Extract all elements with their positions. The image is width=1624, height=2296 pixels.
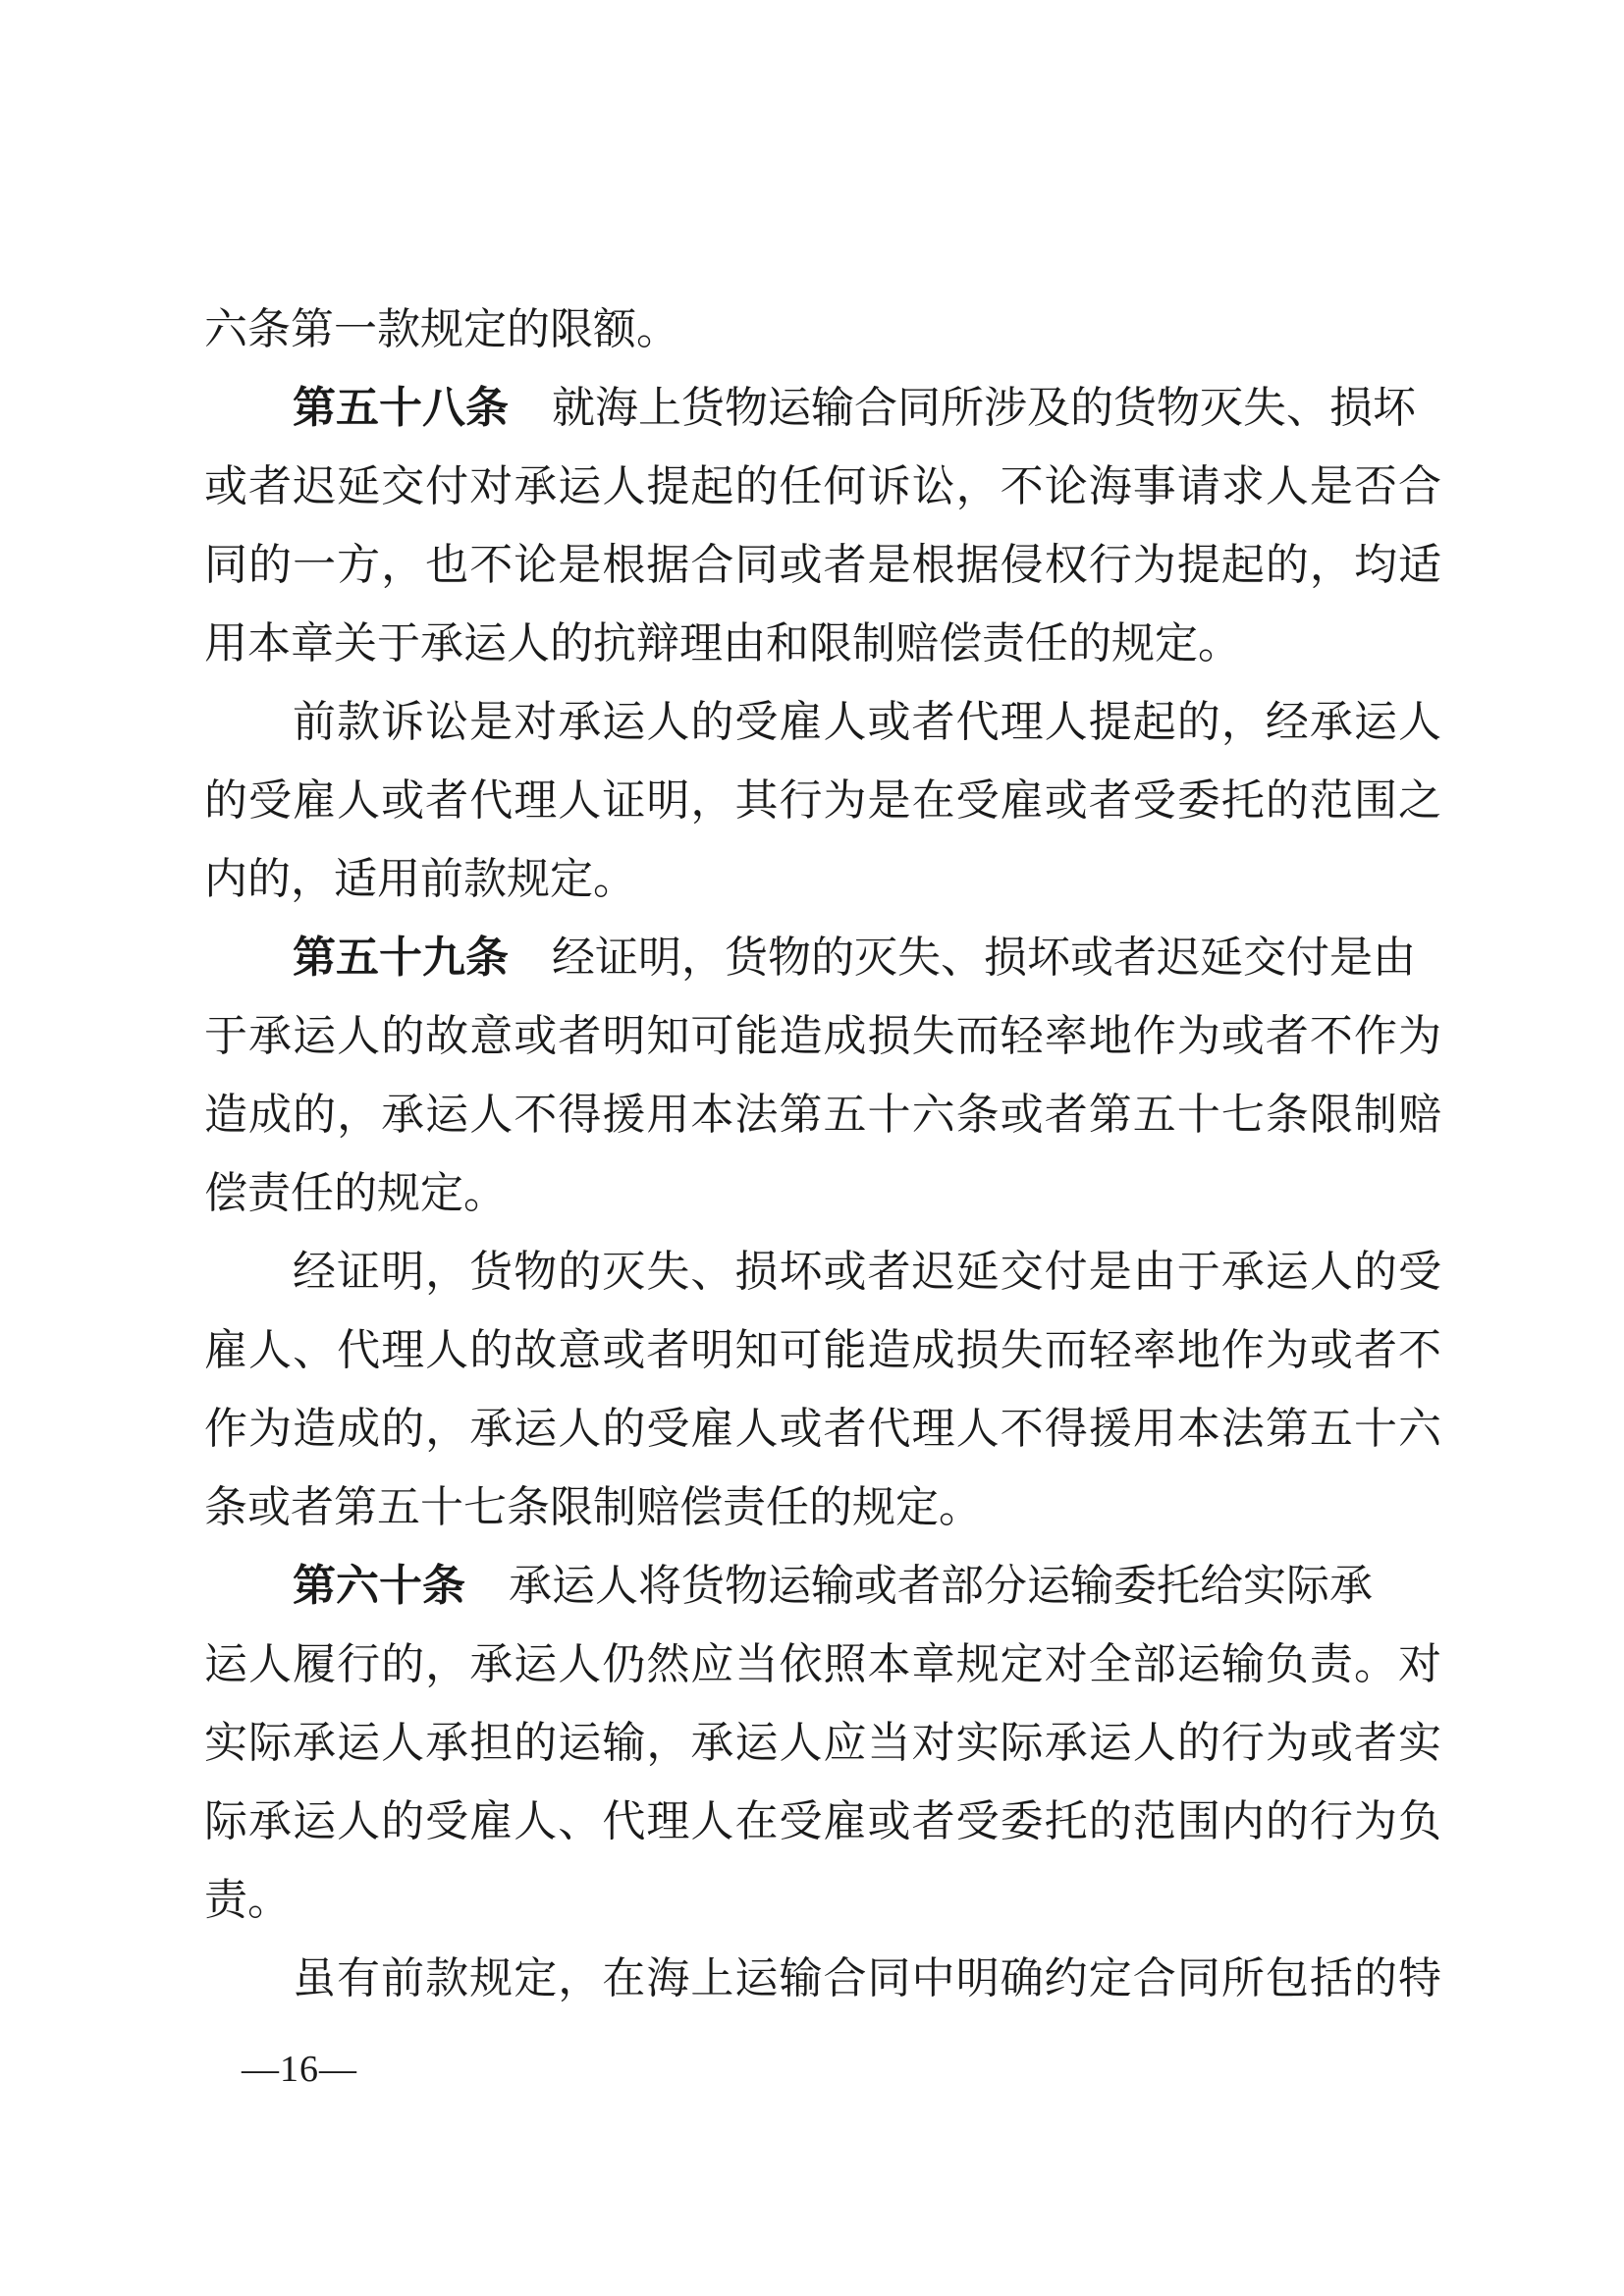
- text-line: [204, 1626, 1441, 1704]
- text-line: [204, 1390, 1441, 1468]
- text-line: [204, 762, 1441, 840]
- line-text: 用本章关于承运人的抗辩理由和限制赔偿责任的规定。: [204, 619, 1241, 667]
- line-text: 于承运人的故意或者明知可能造成损失而轻率地作为或者不作为: [204, 1012, 1441, 1060]
- line-text: 经证明，货物的灭失、损坏或者迟延交付是由: [509, 934, 1416, 982]
- line-text: 运人履行的，承运人仍然应当依照本章规定对全部运输负责。对: [204, 1640, 1441, 1688]
- text-line: [204, 1233, 1441, 1311]
- line-text: 雇人、代理人的故意或者明知可能造成损失而轻率地作为或者不: [204, 1326, 1441, 1374]
- line-text: 的受雇人或者代理人证明，其行为是在受雇或者受委托的范围之: [204, 776, 1441, 825]
- line-text: 经证明，货物的灭失、损坏或者迟延交付是由于承运人的受: [293, 1248, 1441, 1296]
- line-text: 责。: [204, 1876, 291, 1924]
- text-line: [204, 683, 1441, 762]
- article-number: 第六十条: [293, 1562, 465, 1610]
- line-text: 内的，适用前款规定。: [204, 855, 636, 903]
- text-line: [204, 291, 1441, 369]
- text-line: [204, 1704, 1441, 1783]
- text-line: [204, 1076, 1441, 1154]
- text-line: [204, 1154, 1441, 1233]
- line-text: 造成的，承运人不得援用本法第五十六条或者第五十七条限制赔: [204, 1091, 1441, 1139]
- text-line: [204, 840, 1441, 919]
- text-line: [204, 919, 1441, 997]
- text-line: [204, 369, 1441, 448]
- line-text: 作为造成的，承运人的受雇人或者代理人不得援用本法第五十六: [204, 1405, 1441, 1453]
- text-line: [204, 1783, 1441, 1861]
- line-text: 虽有前款规定，在海上运输合同中明确约定合同所包括的特: [293, 1954, 1441, 2002]
- line-text: 前款诉讼是对承运人的受雇人或者代理人提起的，经承运人: [293, 698, 1441, 746]
- line-text: 就海上货物运输合同所涉及的货物灭失、损坏: [509, 384, 1416, 432]
- line-text: 承运人将货物运输或者部分运输委托给实际承: [465, 1562, 1373, 1610]
- text-line: [204, 605, 1441, 683]
- article-number: 第五十八条: [293, 384, 509, 432]
- text-line: [204, 1547, 1441, 1626]
- text-line: [204, 1940, 1441, 2018]
- line-text: 偿责任的规定。: [204, 1169, 507, 1217]
- line-text: 或者迟延交付对承运人提起的任何诉讼，不论海事请求人是否合: [204, 462, 1441, 510]
- line-text: 六条第一款规定的限额。: [204, 305, 679, 353]
- article-number: 第五十九条: [293, 934, 509, 982]
- text-line: [204, 526, 1441, 605]
- line-text: 实际承运人承担的运输，承运人应当对实际承运人的行为或者实: [204, 1719, 1441, 1767]
- text-block: [204, 291, 1441, 2018]
- line-text: 际承运人的受雇人、代理人在受雇或者受委托的范围内的行为负: [204, 1797, 1441, 1845]
- page-number: —16—: [242, 2049, 357, 2090]
- text-line: [204, 1468, 1441, 1547]
- line-text: 同的一方，也不论是根据合同或者是根据侵权行为提起的，均适: [204, 541, 1441, 589]
- line-text: 条或者第五十七条限制赔偿责任的规定。: [204, 1483, 982, 1531]
- text-line: [204, 1311, 1441, 1390]
- text-line: [204, 997, 1441, 1076]
- text-line: [204, 448, 1441, 526]
- text-line: [204, 1861, 1441, 1940]
